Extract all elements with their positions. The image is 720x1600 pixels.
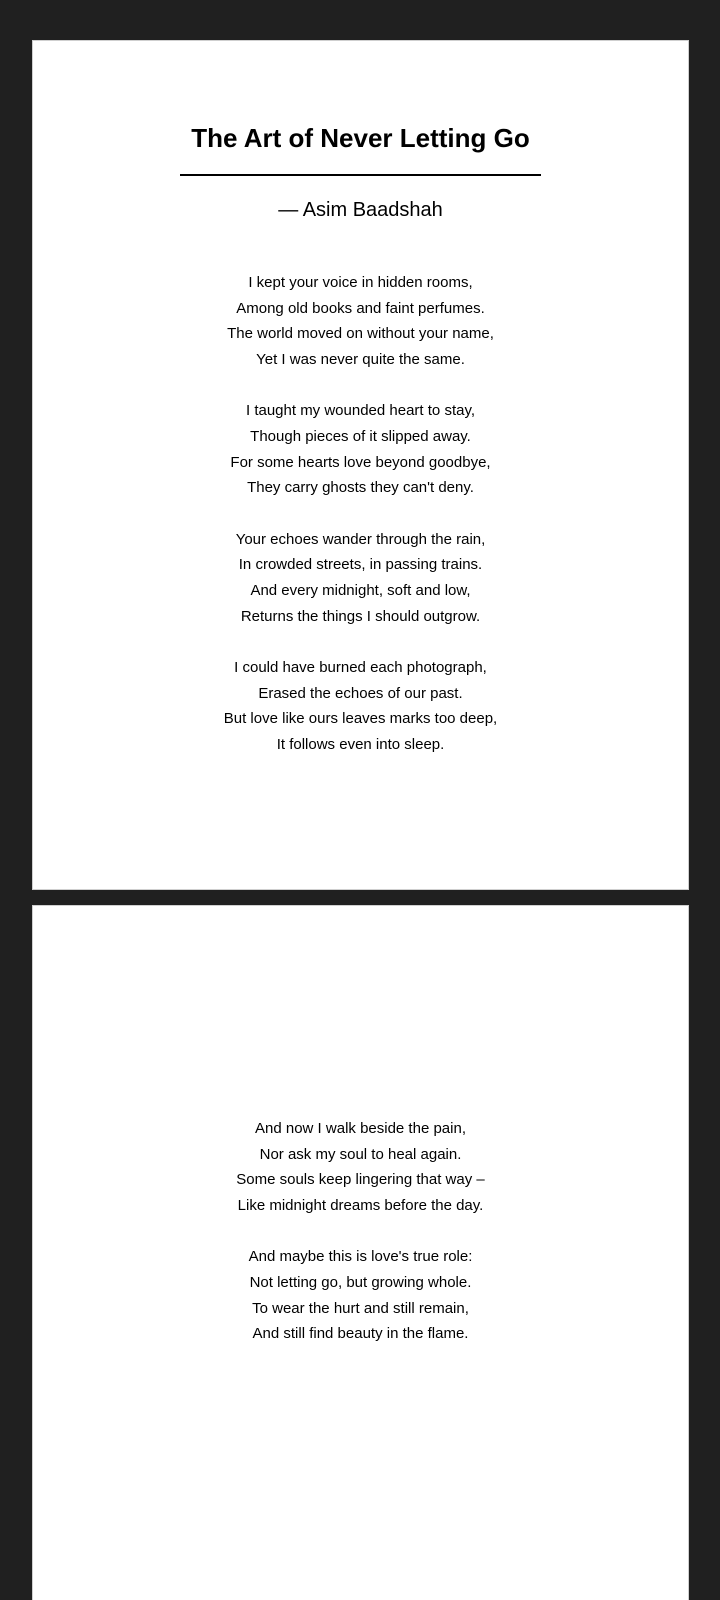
stanza — [33, 655, 688, 758]
poem-title: The Art of Never Letting Go — [191, 123, 530, 153]
poem-line: For some hearts love beyond goodbye, — [230, 453, 491, 471]
poem-body — [33, 1116, 688, 1373]
poem-line: Your echoes wander through the rain, — [235, 530, 486, 548]
title-divider — [180, 174, 541, 176]
poem-line: Some souls keep lingering that way – — [236, 1171, 485, 1189]
poem-line: And every midnight, soft and low, — [250, 582, 471, 600]
poem-line: I kept your voice in hidden rooms, — [248, 274, 473, 291]
poem-line: To wear the hurt and still remain, — [252, 1299, 469, 1317]
poem-line: Among old books and faint perfumes. — [236, 299, 485, 317]
document-page-2 — [32, 905, 689, 1600]
poem-line: Not letting go, but growing whole. — [249, 1274, 472, 1292]
poem-line: Nor ask my soul to heal again. — [259, 1145, 462, 1163]
stanza — [33, 1244, 688, 1347]
poem-line: I could have burned each photograph, — [234, 659, 487, 677]
poem-line: It follows even into sleep. — [276, 736, 445, 754]
stanza — [33, 270, 688, 373]
poem-line: Erased the echoes of our past. — [258, 684, 463, 702]
poem-line: And still find beauty in the flame. — [252, 1325, 469, 1343]
poem-author: — Asim Baadshah — [278, 199, 443, 221]
poem-line: Like midnight dreams before the day. — [237, 1197, 484, 1215]
poem-line: The world moved on without your name, — [227, 325, 494, 343]
poem-body — [33, 270, 688, 783]
poem-line: They carry ghosts they can't deny. — [247, 479, 474, 497]
stanza — [33, 527, 688, 630]
poem-line: But love like ours leaves marks too deep, — [223, 710, 498, 728]
poem-line: In crowded streets, in passing trains. — [238, 556, 483, 574]
poem-line: Yet I was never quite the same. — [256, 351, 465, 369]
stanza — [33, 1116, 688, 1219]
poem-line: And now I walk beside the pain, — [255, 1120, 466, 1137]
poem-line: And maybe this is love's true role: — [248, 1248, 473, 1266]
poem-line: I taught my wounded heart to stay, — [245, 402, 476, 420]
document-page-1 — [32, 40, 689, 890]
poem-line: Though pieces of it slipped away. — [250, 428, 471, 446]
stanza — [33, 398, 688, 501]
poem-line: Returns the things I should outgrow. — [240, 607, 481, 625]
